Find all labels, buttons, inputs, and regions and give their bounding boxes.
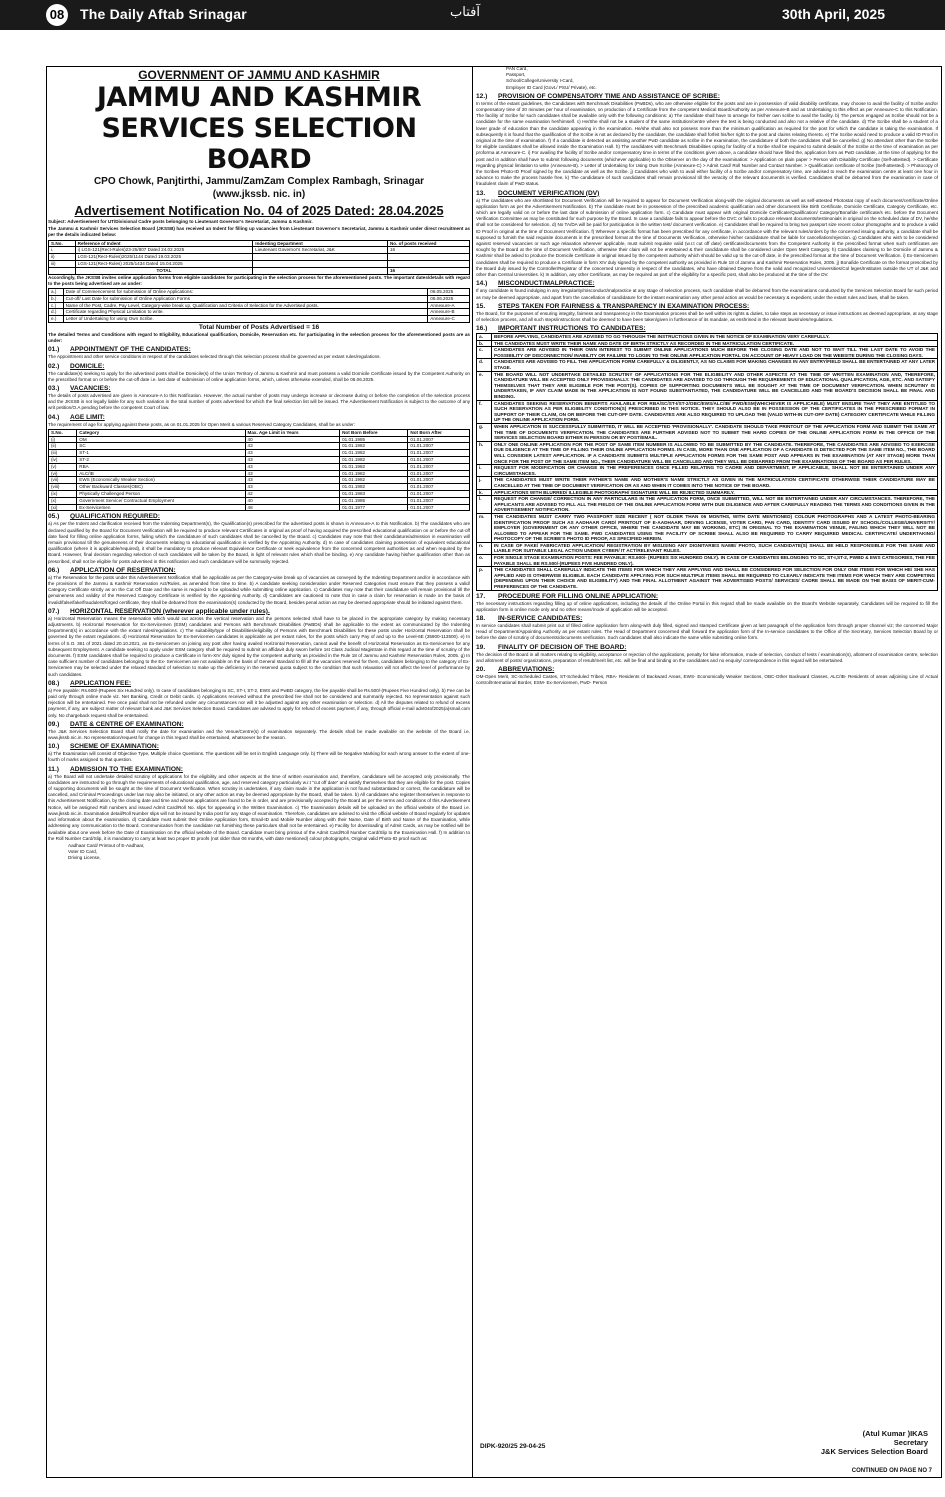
age-cell: 40 — [245, 436, 340, 443]
age-cell: 01.01.2007 — [408, 457, 470, 464]
age-cell: 43 — [245, 484, 340, 491]
section-heading — [476, 302, 938, 311]
instruction-text: CANDIDATES ARE ADVISED IN THEIR OWN INTEREST TO SUBMIT ONLINE APPLICATIONS MUCH BEFORE THE CLOSING DATE AND NOT TO WAIT TILL THE LAST DATE TO AVOID THE POSSIBILITY OF DISCONNECTION/ INABILITY OR FAILURE TO LOGIN TO THE ONLINE APPLICATION PORTAL ON ACCOUNT OF HEAVY LOAD ON THE WEBSITE DURING THE CLOSING DAYS. — [492, 347, 938, 359]
indent-cell — [387, 254, 469, 261]
age-cell: SC — [77, 443, 245, 450]
section-heading — [48, 345, 470, 354]
list-item: Aadhaar Card/ Printout of E-Aadhaar, — [68, 842, 145, 848]
age-cell: RBA — [77, 463, 245, 470]
table-row — [477, 424, 938, 442]
age-cell: (v) — [49, 463, 77, 470]
age-cell: 01.01.2007 — [408, 477, 470, 484]
terms-intro: The detailed Terms and Conditions with regard to Eligibility, Educational qualification, Domicile, Reservation etc. for participating in the selection process for the aforementioned posts are as under: — [48, 331, 470, 344]
section-text: In service candidates shall submit print out of filled online application form along-with duly filled, signed and stamped Certificate given at last paragraph of the application form through proper channel viz; the concerned Major Head of Department/Appointing Authority as per extant rules. The Head of Department concerned shall forward the application form of the In-service candidates to the Office of the Secretary, Services Selection Board by or before the date of scrutiny of documents/documents verification. Such candidates shall also indicate the same while submitting online form. — [476, 623, 938, 641]
age-cell: ST-1 — [77, 450, 245, 457]
table-row — [477, 567, 938, 590]
section-number: 17. — [476, 592, 486, 600]
instruction-letter: o. — [477, 555, 492, 567]
indent-cell — [49, 267, 76, 274]
age-cell: (ii) — [49, 443, 77, 450]
age-cell: 01.01.1982 — [340, 470, 408, 477]
section-heading — [48, 679, 470, 688]
column-divider — [472, 66, 473, 1478]
section-text: OM-Open Merit, SC-Scheduled Castes, ST-Scheduled Tribes, RBA- Residents of Backward Areas, EWS- Economically Weaker Sections, OBC-Other Backward Classes, ALC/IB- Residents of areas adjoining Line of Actual control/International Border, ESM- Ex-Servicemen, PwD- Person — [476, 674, 938, 686]
section-title: QUALIFICATION REQUIRED: — [70, 513, 160, 521]
section-number: 04.) — [48, 413, 60, 421]
section-heading — [476, 324, 938, 333]
age-cell: 01.01.2007 — [408, 463, 470, 470]
table-row — [477, 371, 938, 400]
table-row — [477, 400, 938, 423]
table-row — [477, 347, 938, 359]
table-row — [49, 247, 470, 254]
indent-header: Reference of Indent — [75, 240, 253, 247]
table-row — [49, 302, 470, 309]
section-number: 02.) — [48, 362, 60, 370]
instruction-text: APPLICATIONS WITH BLURRED/ ILLEGIBLE PHOTOGRAPH/ SIGNATURE WILL BE REJECTED SUMMARILY. — [492, 489, 938, 496]
section-number: 20. — [476, 666, 486, 674]
total-posts: Total Number of Posts Advertised = 16 — [198, 323, 320, 331]
section-text: a) Fee payable: Rs.600/-(Rupees Six Hundred only). In case of candidates belonging to SC, ST-I, ST-2, EWS and PwBD category, the fee payable shall be Rs.500/-(Rupees Five Hundred only). b) Fee can be paid only through online mode viz. Net Banking, Credit or Debit cards. c) Applications received without the prescribed fee shall not be considered and summarily rejected. No representation against such rejection will be entertained. Fee once paid shall not be refunded under any circumstances nor will it be adjusted against any other examination or selection. d) All the disputes related to refund of excess payment, if any, are subject matter of relevant bank and J&K Services Selection Board. Candidates are advised to apply for refund of excess payment, if any, through official e-mail advt04of2025(a)smail.com only. No chargeback request shall be entertained. — [48, 687, 470, 718]
right-column — [476, 66, 938, 1478]
age-cell: (vii) — [49, 477, 77, 484]
age-header: Category — [77, 429, 245, 436]
table-row — [477, 496, 938, 514]
section-heading — [48, 720, 470, 729]
instruction-text: THE CANDIDATES MUST CARRY TWO PASSPORT SIZE RECENT ( NOT OLDER THAN 06 MONTHS, WITH DATE MENTIONED) COLOUR PHOTOGRAPHS AND A LATEST PHOTO-BEARING IDENTIFICATION PROOF SUCH AS AADHAAR CARD/ PRINTOUT OF E-AADHAAR, DRIVING LICENSE, VOTER CARD, PAN CARD, IDENTITY CARD ISSUED BY SCHOOL/COLLEGE/UNIVERSITY/ EMPLOYER (GOVERNMENT OR ANY OTHER OFFICE, WHERE THE CANDIDATE MAY BE WORKING, ETC) IN ORIGINAL TO THE EXAMINATION VENUE, FAILING WHICH THEY WILL NOT BE ALLOWED TO APPEAR FOR THE SAME. PWD CANDIDATES USING THE FACILITY OF SCRIBE SHALL ALSO BE REQUIRED TO CARRY REQUIRED MEDICAL CERTIFICATE/ UNDERTAKING/ PHOTOCOPY OF THE SCRIBE'S PHOTO ID PROOF, AS SPECIFIED HEREIN. — [492, 513, 938, 542]
age-cell: (iii) — [49, 450, 77, 457]
age-cell: (x) — [49, 497, 77, 504]
age-cell: 01.01.2007 — [408, 504, 470, 511]
table-row — [477, 340, 938, 347]
section-heading — [48, 607, 470, 616]
section-heading — [48, 512, 470, 521]
section-title: IMPORTANT INSTRUCTIONS TO CANDIDATES: — [498, 325, 646, 333]
age-cell: 48 — [245, 504, 340, 511]
dates-cell: b.) — [49, 295, 64, 302]
id-proof-list-continued — [476, 66, 938, 91]
instruction-text: THE BOARD WILL NOT UNDERTAKE DETAILED SCRUTINY OF APPLICATIONS FOR THE ELIGIBILITY AND OTHER ASPECTS AT THE TIME OF WRITTEN EXAMINATION AND, THEREFORE, CANDIDATURE WILL BE ACCEPTED ONLY PROVISIONALLY. THE CANDIDATES ARE ADVISED TO GO THROUGH THE REQUIREMENTS OF EDUCATIONAL QUALIFICATION, AGE, ETC. AND SATISFY THEMSELVES THAT THEY ARE ELIGIBLE FOR THE POST(S). COPIES OF SUPPORTING DOCUMENTS WILL BE SOUGHT AT THE TIME OF DOCUMENT VERIFICATION. WHEN SCRUTINY IS UNDERTAKEN, IF ANY CLAIM MADE IN THE APPLICATION IS NOT FOUND SUBSTANTIATED, THE CANDIDATURE WILL BE CANCELLED AND THE BOARD'S DECISION SHALL BE FINAL AND BINDING. — [492, 371, 938, 400]
age-cell: 43 — [245, 477, 340, 484]
age-header: S.No. — [49, 429, 77, 436]
instruction-text: IN CASE OF FAKE/ FABRICATED APPLICATION/ REGISTRATION BY MISUSING ANY DIGNITARIES NAME/ PHOTO, SUCH CANDIDATE(S) SHALL BE HELD RESPONSIBLE FOR THE SAME AND LIABLE FOR SUITABLE LEGAL ACTION UNDER CYBER/ IT ACT/RELEVANT RULES. — [492, 542, 938, 554]
instruction-text: THE CANDIDATES SHALL CAREFULLY INDICATE THE ITEMS FOR WHICH THEY ARE APPLYING AND SHALL BE CONSIDERED FOR SELECTION FOR ONLY ONE ITEMS FOR WHICH HE/ SHE HAS APPLIED AND IS OTHERWISE ELIGIBLE. EACH CANDIDATE APPLYING FOR SUCH MULTIPLE ITEMS SHALL BE REQUIRED TO CLEARLY INDICATE THE ITEMS FOR WHICH THEY ARE COMPETING (DEPENDING UPON THEIR CHOICE AND ELIGIBILITY) AND THE FINAL ALLOTMENT AGAINST THE ADVERTISED POSTS/ SERVICES/ CADRE SHALL BE MADE ON THE BASIS OF MERIT-CUM-PREFERENCES OF THE CANDIDATE. — [492, 567, 938, 590]
dates-cell: Date of Commencement for submission of Online Applications: — [63, 289, 428, 296]
table-row — [49, 490, 470, 497]
age-cell: Other Backward Classes(OBC) — [77, 484, 245, 491]
section-number: 18. — [476, 615, 486, 623]
section-text: If any candidate is found indulging in any irregularity/misconduct/malpractice at any stage of selection process, such candidate shall be debarred from the examinations conducted by the Services Selection Board for such period as may be deemed appropriate, and apart from the cancellation of candidature for the instant examination any other penal action as would be necessary & expedient, under the extant rules and laws, shall be taken. — [476, 288, 938, 300]
section-number: 11.) — [48, 765, 59, 773]
instruction-letter: j. — [477, 477, 492, 489]
intro: The Jammu & Kashmir Services Selection Board (JKSSB) has received an Indent for filling up vacancies from Lieutenant Governor's Secretariat, Jammu & Kashmir under direct recruitment as per the details indicated below: — [48, 226, 470, 238]
instruction-text: CANDIDATES ARE ADVISED TO FILL THE APPLICATION FORM CAREFULLY & DILIGENTLY, AS NO CLAIMS FOR MAKING CHANGES IN ANY ENTRY/FIELD SHALL BE ENTERTAINED AT ANY LATER STAGE. — [492, 359, 938, 371]
table-row — [49, 295, 470, 302]
indent-cell: 16 — [387, 247, 469, 254]
section-heading — [476, 614, 938, 623]
indent-cell — [253, 267, 388, 274]
instruction-text: ONLY ONE ONLINE APPLICATION FOR THE POST OF SAME ITEM NUMBER IS ALLOWED TO BE SUBMITTED BY THE CANDIDATE. THEREFORE, THE CANDIDATES ARE ADVISED TO EXERCISE DUE DILIGENCE AT THE TIME OF FILLING THEIR ONLINE APPLICATION FORMS. IN CASE, MORE THAN ONE APPLICATION OF A CANDIDATE IS DETECTED FOR THE SAME ITEM NO., THE BOARD WILL CONSIDER LATEST APPLICATION. IF A CANDIDATE SUBMITS MULTIPLE APPLICATION FORMS FOR THE SAME POST AND APPEARS IN THE EXAMINATION (AT ANY STAGE) MORE THAN ONCE FOR THE POST OF THE SAME ITEM NO., THEIR CANDIDATURE WILL BE CANCELLED AND THEY WILL BE DEBARRED FROM THE EXAMINATIONS OF THE BOARD AS PER RULES. — [492, 441, 938, 464]
section-text: The details of posts advertised are given in Annexure-A to this Notification. However, the actual number of posts may undergo increase or decrease during or before the completion of the selection process and the JKSSB is not legally liable for any such variation in the total number of posts advertised for which the final selection list will be issued. The Advertisement Notification is subject to the outcome of any writ petition/O.A pending before the competent Court of law. — [48, 393, 470, 411]
instruction-text: BEFORE APPLYING, CANDIDATES ARE ADVISED TO GO THROUGH THE INSTRUCTIONS GIVEN IN THE NOTICE OF EXAMINATION VERY CAREFULLY. — [492, 334, 938, 341]
paper-name: The Daily Aftab Srinagar — [80, 6, 247, 22]
section-text: The Board, for the purposes of ensuring integrity, fairness and transparency in the Examination process shall be well within its rights & duties, to take steps as necessary or issue instructions as deemed appropriate, at any stage of selection process, and all such steps/instructions shall be deemed to have been taken/given in furtherance of its mandate, as enshrined in the relevant laws/rules/regulations. — [476, 310, 938, 322]
board-title-line2: SERVICES SELECTION BOARD — [101, 113, 417, 175]
indent-table — [48, 240, 470, 275]
instruction-letter: p. — [477, 567, 492, 590]
list-item: School/College/University I-Card, — [506, 78, 574, 84]
table-row — [49, 477, 470, 484]
age-cell: ST-2 — [77, 457, 245, 464]
section-text: a) The Board will not undertake detailed scrutiny of applications for the eligibility and other aspects at the time of written examination and, therefore, candidature will be accepted only provisionally. The candidates are instructed to go through the requirements of educational qualification, age, and reserved category particularly w.r.t "cut off date" and satisfy themselves that they are eligible for the post. Copies of supporting documents will be sought at the time of Document Verification. When scrutiny is undertaken, if any claim made in the application is not found substantiated or correct, the candidature will be cancelled, and Criminal Proceedings under law may also be initiated, or any other action as may be deemed appropriate by the Board, shall be taken. b) All candidates who register themselves in response to this Advertisement Notification, by the closing date and time and whose applications are found to be in order, and are provisionally accepted by the Board as per the terms and conditions of this Advertisement Notice, will be assigned Roll numbers and issued Admit Card/Roll No. slips for appearing in the Written Examination. c) The Examination details will be uploaded on the official website of the Board i.e. www.jkssb.nic.in. Examination detail/Roll Number slips will not be issued by India post for any stage of examination. Therefore, candidates are advised to visit the official website of Board regularly for updates and information about the examination. d) Candidate must submit their Online Application form, Email-ID and Mobile Number along with their Name, Date of Birth and Name of the Examination, while addressing any communication to the Board. Communication from the candidate not furnishing these particulars shall not be entertained. e) Facility for downloading of Admit Cards, as may be notified will be available about one week before the Date of Examination on the official website of the Board. Candidate must bring printout of the Admit Card/Roll Number Card/Slip to the Examination Hall. f) In addition to the Roll Number Card/Slip, it is mandatory to carry at least two proper ID proofs (not older than 06 months, with date mentioned) colour photographs, Original valid Photo-ID proof such as: — [48, 773, 470, 841]
table-row — [477, 465, 938, 477]
table-row — [477, 555, 938, 567]
section-number: 09.) — [48, 720, 60, 728]
section-title: FINALITY OF DECISION OF THE BOARD: — [498, 643, 627, 651]
table-row — [49, 429, 470, 436]
dates-cell: Annexure-C — [428, 316, 470, 323]
dates-cell: Annexure-B — [428, 309, 470, 316]
table-row — [49, 261, 470, 268]
table-row — [477, 513, 938, 542]
section-heading — [48, 413, 470, 422]
age-cell: 01.01.2007 — [408, 443, 470, 450]
dates-cell: d.) — [49, 309, 64, 316]
dates-cell: Annexure-A — [428, 302, 470, 309]
age-cell: 01.01.1985 — [340, 497, 408, 504]
instruction-text: THE CANDIDATES MUST WRITE THEIR NAME AND DATE OF BIRTH STRICTLY AS RECORDED IN THE MATRICULATION CERTIFICATE. — [492, 340, 938, 347]
government-title: GOVERNMENT OF JAMMU AND KASHMIR — [138, 68, 380, 82]
section-title: ABBREVIATIONS: — [498, 666, 555, 674]
section-text: In terms of the extant guidelines, the Candidates with Benchmark Disabilities (PwBDs), who are otherwise eligible for the posts and are in possession of valid disability certificate, may choose to avail the facility of Scribe and/or compensatory time of 20 minutes per hour of examination, on production of a Certificate from the competent Medical Board/Authority as per Annexure-B and an Undertaking to this effect as per Annexure-C to this Notification. The facility of Scribe for such candidates shall be available only with the following conditions: a) The candidate shall have to arrange for his/her own scribe to avail the facility. b) The person engaged as Scribe should not be a candidate for the same examination her/himself. c) He/She shall not be a student of the same institution/centre where the test is being conducted and also not a relative of the candidate. d) The Scribe shall be a student of a lower grade of education than the candidate appearing in the examination. He/she shall also not possess more than the minimum qualification as required for the post for which the candidate is taking the examination. If subsequently it is found that the qualification of the Scribe is not as declared by the candidate, the candidate shall forfeit his/her right to the post and claims relating thereto. e) The Scribe would need to produce a valid ID Proof in original at the time of examination. f) If a candidate is detected as assisting another PwD candidate as scribe in the examination, the candidature of both the candidates shall be cancelled. g) No attendant other than the Scribe for eligible candidates shall be allowed inside the Examination Hall. h) The candidates with Benchmark Disabilities opting for facility of a Scribe shall be required to submit details of the Scribe at the time of examination as per proforma at Annexure-C. i) For availing the facility of Scribe and/or compensatory time in terms of the conditions given above, a candidate should have filled the, application form as PwD candidate, at the time of applying for the post and in addition shall have to submit following documents (whichever applicable) to the Observer on the day of the examination: > Application on plain paper > Person with Disability Certificate (Self-attested). > Certificate regarding physical limitation to write (Annexure-B). > Letter of Undertaking for Using Own Scribe (Annexure-C) > Admit Card/ Roll Number and Contact Number. > Qualification certificate of Scribe (Self-attested). > Photocopy of the Scribes Photo-ID Proof signed by the candidate as well as the Scribe. j) Candidates who wish to avail either facility of a Scribe and/or compensatory time, are advised to reach the examination centre at least one hour in advance to make the process hassle free, k) The candidature of such candidates shall remain provisional till the veracity of the relevant document/s is verified. Candidates shall be debarred from the examination in case of fraudulent claim of PwD status. — [476, 100, 938, 187]
age-cell: 01.01.1982 — [340, 443, 408, 450]
section-text: a) The candidates who are shortlisted for Document Verification will be required to appear for Document Verification along-with the original documents as well as self-attested Photostat copy of each document/certificate/Online application form as per the Advertisement Notification. b) The candidate must be in possession of the prescribed academic qualification and other documents like Birth Certificate, Domicile Certificate, Category Certificate, etc. which are legally valid on or before the last date of submission of online application form. c) Candidate must appear with original Domicile Certificate/Qualification/ Category/Bonafide certificate/s etc. before the Document Verification Committee as may be constituted for such purpose by the Board. In case a candidate fails to appear before the DVC or fails to produce relevant documents/testimonials in original on the scheduled date of DV, he/she shall not be considered for selection. d) No TA/DA will be paid for participation in the written test/ document verification. e) Candidates shall be required to bring two passport size recent colour photographs and to produce a valid ID Proof in original at the time of Document Verification. f) Wherever a specific format has been prescribed for any certificate, in accordance with the relevant rules/orders by the concerned issuing authority, a candidate shall be supposed to furnish the said requisite documents in the prescribed format at the time of Documents Verification, otherwise his/her candidature shall be liable for cancellation/rejection. g) Candidates who wish to be considered against reserved vacancies or such age relaxation wherever applicable, must submit requisite valid (w.r.t cut off date) certificate/documents from the Competent Authority in the prescribed format when such certificates are sought by the Board at the time of Document Verification, otherwise their claim will not be entertained & their candidature shall be considered under Open Merit Category. h) Candidates claiming to be Domicile of Jammu & Kashmir shall be asked to produce the Domicile Certificate in original issued by the competent authority which should be valid up to the cut-off date, in the prescribed format at the time of Document Verification. i) Ex-Servicemen candidates shall be required to produce a Certificate in form XIV duly signed by the competent authority as provided in Rule 18 of Jammu and Kashmir Reservation Rules, 2005. j) Bonafide Certificate on the format prescribed by the Board duly issued by the Controller/Registrar of the concerned University in respect of the candidates, who have obtained Degree from the valid and recognized Universities/Col leges/Institutes outside the UT of J&K and other than Central Universities. k) In addition, any other Certificate, as may be required as part of the eligibility for a specific post, shall also be produced at the time of the DV. — [476, 197, 938, 278]
instruction-letter: d. — [477, 359, 492, 371]
dates-cell: a.) — [49, 289, 64, 296]
age-cell: (vi) — [49, 470, 77, 477]
instructions-table — [476, 333, 938, 591]
dates-cell: Letter of Undertaking for using Own Scribe. — [63, 316, 428, 323]
age-cell: EWS (Economically Weaker Section) — [77, 477, 245, 484]
age-cell: 01.01.1982 — [340, 484, 408, 491]
table-row — [477, 441, 938, 464]
age-cell: (viii) — [49, 484, 77, 491]
section-text: The requirement of age for applying against these posts, as on 01.01.2025 for Open Merit & various Reserved Category Candidates, shall be as under: — [48, 421, 355, 427]
section-heading — [48, 566, 470, 575]
instruction-text: WHEN APPLICATION IS SUCCESSFULLY SUBMITTED, IT WILL BE ACCEPTED 'PROVISIONALLY'. CANDIDATE SHOULD TAKE PRINTOUT OF THE APPLICATION FORM AND SUBMIT THE SAME AT THE TIME OF DOCUMENTS VERIFICATION. THE CANDIDATES ARE FURTHER ADVISED NOT TO SUBMIT THE HARD COPIES OF THE ONLINE APPLICATION FORM IN THE OFFICE OF THE SERVICES SELECTION BOARD EITHER IN PERSON OR BY POST/EMAIL. — [492, 424, 938, 442]
table-row — [49, 309, 470, 316]
continued-note: CONTINUED ON PAGE NO 7 — [851, 1468, 932, 1474]
age-cell: 01.01.1977 — [340, 504, 408, 511]
section-title: SCHEME OF EXAMINATION: — [70, 743, 159, 751]
masthead — [0, 0, 945, 30]
section-title: HORIZONTAL RESERVATION (wherever applicable under rules). — [70, 607, 270, 615]
table-row — [49, 289, 470, 296]
section-number: 16.) — [476, 325, 488, 333]
indent-cell: ii) — [49, 254, 76, 261]
table-row — [477, 334, 938, 341]
instruction-letter: e. — [477, 371, 492, 400]
dates-cell: c.) — [49, 302, 64, 309]
indent-cell — [253, 261, 388, 268]
age-cell: 43 — [245, 443, 340, 450]
instruction-text: FOR SINGLE STAGE EXAMINATION POSTS: FEE PAYABLE: RS.600/- (RUPEES SIX HUNDRED ONLY). IN CASE OF CANDIDATES BELONGING TO SC, ST-I,ST-2, PWBD & EWS CATEGORIES, THE FEE PAYABLE SHALL BE RS.500/-(RUPEES FIVE HUNDRED ONLY). — [492, 555, 938, 567]
section-heading — [48, 384, 470, 393]
section-title: DATE & CENTRE OF EXAMINATION: — [70, 720, 184, 728]
instruction-letter: k. — [477, 489, 492, 496]
instruction-letter: g. — [477, 424, 492, 442]
indent-header: No. of posts received — [387, 240, 469, 247]
section-text: a) The Examination will consist of Objective Type, Multiple choice Questions. The questions will be set in English Language only. b) There will be Negative Marking for each wrong answer to the extent of one-fourth of marks assigned to that question. — [48, 751, 470, 763]
age-header: Not Born Before — [340, 429, 408, 436]
section-heading — [476, 643, 938, 652]
section-title: PROCEDURE FOR FILLING ONLINE APPLICATION: — [498, 592, 659, 600]
list-item: Voter ID Card, — [68, 849, 98, 855]
age-cell: (i) — [49, 436, 77, 443]
indent-total-value: 16 — [387, 267, 469, 274]
age-cell: 40 — [245, 497, 340, 504]
dipk-reference: DIPK-920/25 29-04-25 — [480, 1443, 546, 1450]
section-heading — [476, 279, 938, 288]
section-number: 01.) — [48, 346, 60, 354]
age-cell: Physically Challenged Person — [77, 490, 245, 497]
page-number: 08 — [46, 4, 68, 26]
section-number: 14.) — [476, 280, 488, 288]
id-proof-list — [48, 843, 470, 862]
table-row — [49, 497, 470, 504]
signatory-org: J&K Services Selection Board — [820, 1447, 928, 1456]
age-cell: (xi) — [49, 504, 77, 511]
age-cell: 42 — [245, 490, 340, 497]
age-cell: (iv) — [49, 457, 77, 464]
table-row — [49, 463, 470, 470]
section-text: The Appointment and other service conditions in respect of the candidates selected through this selection process shall be governed as per extant rules/regulations. — [48, 354, 381, 360]
instruction-letter: m. — [477, 513, 492, 542]
table-row — [477, 542, 938, 554]
table-row — [49, 254, 470, 261]
age-cell: 01.01.2007 — [408, 490, 470, 497]
section-number: 10.) — [48, 743, 60, 751]
section-heading — [48, 765, 470, 774]
left-sections — [48, 345, 470, 427]
age-table — [48, 429, 470, 512]
age-cell: 01.01.1982 — [340, 450, 408, 457]
age-cell: Government Service/ Contractual Employment — [77, 497, 245, 504]
age-header: Not Born After — [408, 429, 470, 436]
dates-cell: e.) — [49, 316, 64, 323]
age-cell: 01.01.1982 — [340, 463, 408, 470]
instruction-letter: b. — [477, 340, 492, 347]
section-title: MISCONDUCT/MALPRACTICE: — [498, 280, 595, 288]
instruction-text: REQUEST FOR CHANGE/ CORRECTION IN ANY PARTICULARS IN THE APPLICATION FORM, ONCE SUBMITTED, WILL NOT BE ENTERTAINED UNDER ANY CIRCUMSTANCES. THEREFORE, THE APPLICANTS ARE ADVISED TO FILL ALL THE FIELDS OF THE ONLINE APPLICATION FORM WITH DUE DILIGENCE AND AFTER CAREFULLY READING THE TERMS AND CONDITIONS GIVEN IN THE ADVERTISEMENT NOTIFICATION. — [492, 496, 938, 514]
section-heading — [476, 92, 938, 101]
age-cell: 43 — [245, 470, 340, 477]
left-body — [48, 219, 470, 862]
indent-cell: i) LGS-121(Rect-Rules)23-25/807 Dated 24.02.2025 — [75, 247, 253, 254]
dates-table — [48, 288, 470, 323]
instruction-letter: a. — [477, 334, 492, 341]
age-cell: 01.01.1983 — [340, 490, 408, 497]
section-text: a) As per the Indent and clarification received from the Indenting Department(s), the Qualification(s) prescribed for the advertised posts is shown in Annexure-A to this Notification. b) The candidates who are declared qualified by the Board for Document Verification will be required to produce relevant Certificates in original as proof of having acquired the prescribed educational qualification on or before the cut-off date fixed for filling online application forms, failing which the candidature of such candidates shall be cancelled by the Board. c) Candidates may note that their candidature/admission in examination will remain provisional till the genuineness of their documents relating to educational qualification is verified by the Appointing Authority. d) In case of candidates claiming possession of equivalent educational qualification (where it is applicable/required), it shall be mandatory to produce relevant Equivalence Certificate or seek equivalence from the concerned competent authorities as and when required by the Board. However, final decision regarding selection of such candidates will be taken by the Board, in light of relevant rules which shall be binding. e) Any candidate having his/her qualification other than as prescribed, shall not be eligible for posts advertised in this notification and such candidature will be summarily rejected. — [48, 521, 470, 564]
section-heading — [48, 362, 470, 371]
notification-title: Advertisement Notification No. 04 of 2025 Dated: 28.04.2025 — [74, 203, 444, 218]
table-row — [49, 267, 470, 274]
section-heading — [48, 742, 470, 751]
age-cell: 01.01.1985 — [340, 436, 408, 443]
indent-cell: LGS-121(Rect-Rules)2025/1144 Dated 19.03.2025 — [75, 254, 253, 261]
section-text: The candidate(s) seeking to apply for the advertised posts shall be Domicile(s) of the Union Territory of Jammu & Kashmir and must possess a valid Domicile Certificate issued by the Competent Authority on the prescribed format on or before the cut-off date i.e. last date of submission of online application forms, which, unless otherwise extended, shall be 06.06.2025. — [48, 370, 470, 382]
section-title: IN-SERVICE CANDIDATES: — [498, 615, 583, 623]
age-cell: Ex-Servicemen — [77, 504, 245, 511]
right-body — [476, 66, 938, 686]
instruction-letter: l. — [477, 496, 492, 514]
indent-cell — [253, 254, 388, 261]
section-title: APPLICATION OF RESERVATION: — [70, 566, 176, 574]
board-title-line1: JAMMU AND KASHMIR — [96, 82, 422, 113]
age-cell: 01.01.2007 — [408, 450, 470, 457]
section-text: The decision of the Board in all matters relating to eligibility, acceptance or rejection of the applications, penalty for false information, mode of selection, conduct of tests / examination(s), allotment of examination centre, selection and allotment of posts/ organizations, preparation of result/merit list, etc. will be final and binding on the candidates and no enquiry/ correspondence in this regard will be entertained. — [476, 651, 938, 663]
subject: Subject: Advertisement for UT/Divisional Cadre posts belonging to Lieutenant Governor's Secretariat, Jammu & Kashmir. — [48, 219, 313, 224]
age-cell: 43 — [245, 450, 340, 457]
section-number: 19. — [476, 643, 486, 651]
section-title: APPOINTMENT OF THE CANDIDATES: — [70, 346, 191, 354]
table-row — [49, 450, 470, 457]
list-item: PAN Card, — [506, 66, 528, 71]
age-cell: 01.01.1982 — [340, 457, 408, 464]
age-cell: 01.01.2007 — [408, 436, 470, 443]
table-row — [49, 436, 470, 443]
section-title: ADMISSION TO THE EXAMINATION: — [70, 765, 183, 773]
signature-block — [821, 1429, 928, 1456]
indent-cell: i. — [49, 247, 76, 254]
section-number: 07.) — [48, 607, 60, 615]
age-cell: (ix) — [49, 490, 77, 497]
age-cell: 43 — [245, 463, 340, 470]
table-row — [477, 359, 938, 371]
notice-header — [48, 68, 470, 219]
board-website: (www.jkssb. nic. in) — [212, 189, 306, 200]
indent-cell: LGS-121(Rect-Rules) 2025/1434 Dated 15.04.2025 — [75, 261, 253, 268]
age-cell: 01.01.2007 — [408, 497, 470, 504]
age-cell: OM — [77, 436, 245, 443]
age-cell: 01.01.2007 — [408, 470, 470, 477]
table-row — [477, 489, 938, 496]
left-sections-continued — [48, 512, 470, 842]
table-row — [49, 504, 470, 511]
section-title: AGE LIMIT: — [70, 413, 105, 421]
section-number: 06.) — [48, 566, 60, 574]
dates-cell: Name of the Post, Cadre, Pay Level, Category-wise break up, Qualification and Criteria of Selection for the Advertised posts. — [63, 302, 428, 309]
section-text: The J&K Services Selection Board shall notify the date for examination and the Venue/Centre(s) of examination separately. The details shall be made available on the website of the Board i.e. www.jkssb.nic.in. No representation/request for change in this regard shall be entertained, whatsoever be the reason. — [48, 728, 470, 741]
list-item: Driving License, — [68, 855, 101, 861]
dates-cell: Certificate regarding Physical Limitation to write. — [63, 309, 428, 316]
age-cell: 01.01.2007 — [408, 484, 470, 491]
section-text: The necessary instructions regarding filling up of online applications, including the details of the Online Portal in this regard shall be made available on the Board's Website separately. Candidates will be required to fill the application form in online mode only and no other means/mode of application will be accepted. — [476, 600, 938, 612]
section-text: a) Horizontal Reservation means the reservation which would cut across the vertical reservation and the persons selected shall have to be placed in the appropriate category by making necessary adjustments. b) Horizontal Reservation for Ex-Servicemen (ESM) candidates and Persons with Benchmark Disabilities (PwBDs) shall be applicable to the extent as communicated by the Indenting Department(s) in accordance with the extant rules/regulations. c) The suitability/type of Disabilities/eligibility of Persons with Benchmark Disabilities for these posts under Horizontal Reservation shall be governed by the extant regulations. d) Horizontal Reservation for Ex-Servicemen candidates is applicable as per extant rules, for the posts which carry Pay of and up to the Level-6E (35900-113500). e) In terms of S.O. 361 of 2021 dated 20.10.2021, an Ex-Servicemen on joining any post after having availed Horizontal Reservation, cannot avail the benefit of Horizontal Reservation as Ex-Servicemen for any subsequent Employment. A candidate seeking to apply under ESM category shall be required to submit an affidavit duly sworn before 1st Class Judicial Magistrate in this regard at the time of scrutiny of the documents. f) ESM candidates shall be required to produce a Certificate in form-XIV duly signed by the competent authority as provided in the Rule 18 of Jammu and Kashmir Reservation Rules, 2005. g) In case sufficient number of candidates belonging to the Ex- Servicemen are not available on the basis of General standard to fill all the vacancies reserved for them, candidates belonging to the category of Ex- Servicemen may be selected under the relaxed standard of selection to make up the deficiency in the reserved quota subject to the condition that such relaxation will not affect the level of performance by such candidates. — [48, 615, 470, 677]
age-header: Max. Age Limit in Years — [245, 429, 340, 436]
section-number: 05.) — [48, 513, 60, 521]
section-number: 12.) — [476, 92, 488, 100]
indent-cell: iii) — [49, 261, 76, 268]
section-heading — [476, 189, 938, 198]
section-heading — [476, 665, 938, 674]
table-row — [49, 457, 470, 464]
section-title: PROVISION OF COMPENSATORY TIME AND ASSISTANCE OF SCRIBE: — [498, 92, 720, 100]
section-title: STEPS TAKEN FOR FAIRNESS & TRANSPARENCY IN EXAMINATION PROCESS: — [498, 302, 750, 310]
right-sections — [476, 92, 938, 333]
table-row — [477, 477, 938, 489]
signatory-title: Secretary — [893, 1438, 928, 1447]
section-number: 03.) — [48, 385, 60, 392]
dates-cell: Cut-off/ Last Date for submission of Online Application Forms — [63, 295, 428, 302]
section-text: a) The Reservation for the posts under this Advertisement Notification shall be applicable as per the Category-wise break up of vacancies as conveyed by the Indenting Department and/or in accordance with the provisions of the Jammu & Kashmir Reservation Act/Rules, as amended from time to time. b) A candidate seeking consideration under Reserved Categories must ensure that they possess a valid/ Category Certificate strictly as on the Cut Off Date and the same is required to be uploaded while submitting online application. c) Candidates may note that their candidature will remain provisional till the genuineness and validity of the Reserved Category Certificate is verified by the Appointing Authority. d) Candidates are cautioned to note that in case a claim for reservation is made on the basis of invalid/false/fake/fraudulent/forged certificate, they shall be debarred from the examination(s) conducted by the Board, besides penal action as may be deemed appropriate should be initiated against them. — [48, 574, 470, 605]
indent-cell — [387, 261, 469, 268]
instruction-letter: f. — [477, 400, 492, 423]
signatory-name: (Atul Kumar )IKAS — [862, 1429, 928, 1438]
table-row — [49, 484, 470, 491]
instruction-letter: i. — [477, 465, 492, 477]
instruction-letter: c. — [477, 347, 492, 359]
instruction-text: CANDIDATES SEEKING RESERVATION BENEFITS AVAILABLE FOR RBA/SC/ST-I/ST-2/OBC/EWS/ALC/IB/ PWD/ESM(WHICHEVER IS APPLICABLE) MUST ENSURE THAT THEY ARE ENTITLED TO SUCH RESERVATION AS PER ELIGIBILITY CONDITION(S) PRESCRIBED IN THIS NOTICE. THEY SHOULD ALSO BE IN POSSESSION OF THE CERTIFICATES IN THE PRESCRIBED FORMAT IN SUPPORT OF THEIR CLAIM, ON OR BEFORE THE CUT-OFF DATE. CANDIDATES ARE ALSO REQUIRED TO UPLOAD THE (VALID WITH-IN CUT-OFF DATE) CATEGORY CERTIFICATE WHILE FILLING UP THE ONLINE APPLICATION FORM. — [492, 400, 938, 423]
list-item: Passport, — [506, 72, 526, 78]
issue-date: 30th April, 2025 — [782, 6, 885, 22]
section-number: 13. — [476, 189, 486, 197]
table-row — [49, 470, 470, 477]
section-title: DOMICILE: — [70, 362, 105, 370]
table-row — [49, 316, 470, 323]
section-heading — [476, 592, 938, 601]
list-item: Employer ID Card (Govt./ PSU/ Private), etc. — [506, 84, 597, 90]
indent-header: Indenting Department — [253, 240, 388, 247]
section-number: 08.) — [48, 679, 60, 687]
instruction-text: THE CANDIDATES MUST WRITE THEIR FATHER'S NAME AND MOTHER'S NAME STRICTLY AS GIVEN IN THE MATRICULATION CERTIFICATE OTHERWISE THEIR CANDIDATURE MAY BE CANCELLED AT THE TIME OF DOCUMENT VERIFICATION OR AS AND WHEN IT COMES INTO THE NOTICE OF THE BOARD. — [492, 477, 938, 489]
left-column — [48, 66, 470, 1478]
table-row — [49, 443, 470, 450]
dates-cell: 06.06.2025 — [428, 295, 470, 302]
indent-cell: Lieutenant Governor's Secretariat, J&K — [253, 247, 388, 254]
age-cell: ALC/IB — [77, 470, 245, 477]
indent-header: S.No. — [49, 240, 76, 247]
paper-logo: آفتاب — [450, 4, 480, 19]
instruction-letter: h. — [477, 441, 492, 464]
board-address: CPO Chowk, Panjtirthi, Jammu/ZamZam Complex Rambagh, Srinagar — [93, 176, 425, 187]
right-sections-continued — [476, 592, 938, 687]
instruction-letter: n. — [477, 542, 492, 554]
section-title: VACANCIES: — [70, 385, 111, 392]
dates-cell: 08.05.2025 — [428, 289, 470, 296]
section-number: 15. — [476, 302, 486, 310]
indent-total-label: TOTAL — [75, 267, 253, 274]
accordingly-text: Accordingly, the JKSSB invites online application forms from eligible candidates for participating in the selection process for the aforementioned posts. The important dates/details with regard to the posts being advertised are as under: — [48, 274, 470, 286]
section-title: APPLICATION FEE: — [70, 679, 132, 687]
age-cell: 43 — [245, 457, 340, 464]
age-cell: 01.01.1982 — [340, 477, 408, 484]
instruction-text: REQUEST FOR MODIFICATION OR CHANGE IN THE PREFERENCES ONCE FILLED RELATING TO CADRE AND DEPARTMENT, IF APPLICABLE, SHALL NOT BE ENTERTAINED UNDER ANY CIRCUMSTANCES. — [492, 465, 938, 477]
section-title: DOCUMENT VERIFICATION (DV) — [498, 189, 600, 197]
